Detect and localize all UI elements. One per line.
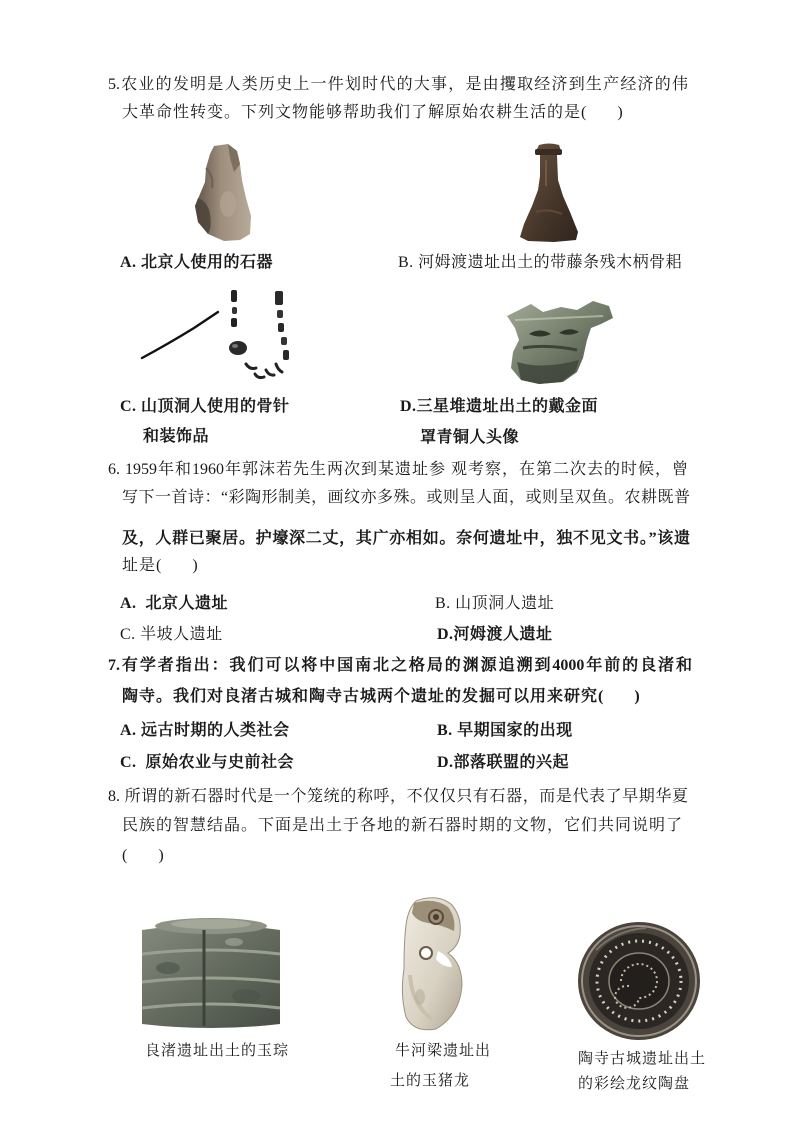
q6-option-b: B. 山顶洞人遗址 (435, 595, 555, 612)
q7-stem-line-2: 陶寺。我们对良渚古城和陶寺古城两个遗址的发掘可以用来研究( ) (122, 688, 641, 705)
q7-option-b: B. 早期国家的出现 (437, 722, 573, 739)
q5-option-c-line-2: 和装饰品 (143, 428, 210, 445)
q8-stem-line-3: ( ) (122, 847, 165, 864)
jade-pig-dragon-image (398, 895, 466, 1033)
stone-tool-image (190, 142, 256, 244)
caption-pig-dragon-line-2: 土的玉猪龙 (390, 1071, 471, 1089)
caption-plate-line-2: 的彩绘龙纹陶盘 (578, 1074, 691, 1092)
painted-dragon-plate-image (576, 920, 702, 1042)
jade-cong-image (138, 912, 284, 1032)
bone-spade-image (518, 142, 580, 244)
bone-needle-and-ornaments-image (138, 286, 304, 388)
caption-pig-dragon-line-1: 牛河梁遗址出 (395, 1041, 492, 1059)
q6-option-d: D.河姆渡人遗址 (437, 626, 553, 643)
q6-option-a: A. 北京人遗址 (120, 595, 229, 612)
q7-stem-line-1: 7.有学者指出：我们可以将中国南北之格局的渊源追溯到4000年前的良渚和 (108, 657, 692, 674)
q6-stem-line-4: 址是( ) (122, 557, 199, 574)
q5-option-c-line-1: C. 山顶洞人使用的骨针 (120, 398, 290, 415)
caption-plate-line-1: 陶寺古城遗址出土 (578, 1049, 707, 1067)
q5-stem-line-1: 5.农业的发明是人类历史上一件划时代的大事，是由攫取经济到生产经济的伟 (108, 76, 688, 93)
q5-option-d-line-1: D.三星堆遗址出土的戴金面 (400, 398, 599, 415)
q6-stem-line-3: 及，人群已聚居。护壕深二丈，其广亦相如。奈何遗址中，独不见文书。”该遗 (122, 530, 690, 547)
q6-stem-line-2: 写下一首诗：“彩陶形制美，画纹亦多殊。或则呈人面，或则呈双鱼。农耕既普 (122, 489, 690, 506)
q8-stem-line-1: 8. 所谓的新石器时代是一个笼统的称呼，不仅仅只有石器，而是代表了早期华夏 (108, 788, 688, 805)
q6-option-c: C. 半坡人遗址 (120, 626, 223, 643)
caption-jade-cong: 良渚遗址出土的玉琮 (145, 1041, 290, 1059)
q7-option-a: A. 远古时期的人类社会 (120, 722, 290, 739)
bronze-head-image (503, 298, 615, 386)
q6-stem-line-1: 6. 1959年和1960年郭沫若先生两次到某遗址参 观考察，在第二次去的时候，曾 (108, 461, 688, 478)
q7-option-d: D.部落联盟的兴起 (437, 754, 570, 771)
q7-option-c: C. 原始农业与史前社会 (120, 754, 295, 771)
q5-option-b: B. 河姆渡遗址出土的带藤条残木柄骨耜 (398, 254, 683, 271)
q5-option-d-line-2: 罩青铜人头像 (420, 429, 520, 446)
q8-stem-line-2: 民族的智慧结晶。下面是出土于各地的新石器时期的文物，它们共同说明了 (122, 817, 684, 834)
q5-stem-line-2: 大革命性转变。下列文物能够帮助我们了解原始农耕生活的是( ) (122, 104, 624, 121)
q5-option-a: A. 北京人使用的石器 (120, 254, 274, 271)
